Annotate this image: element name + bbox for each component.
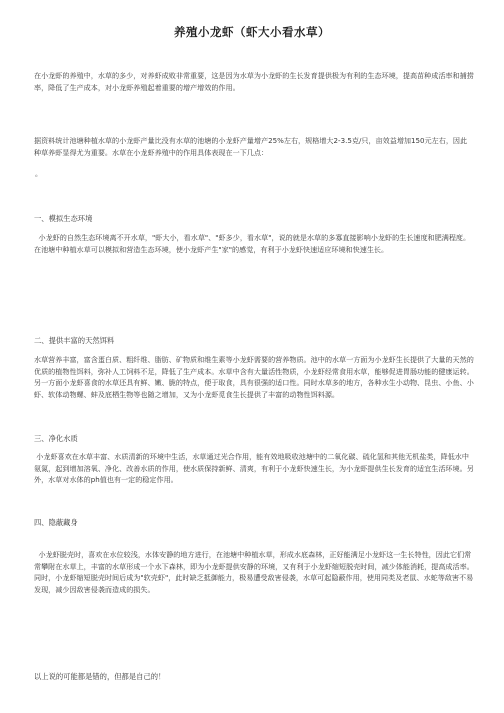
section-heading-1: 一、模拟生态环境 bbox=[34, 214, 93, 223]
footer-note: 以上说的可能都是错的，但都是自己的！ bbox=[34, 672, 166, 681]
section-body-2: 水草营养丰富，富含蛋白质、粗纤维、脂肪、矿物质和维生素等小龙虾需要的营养物质。池中的水草一方面为小龙虾生长提供了大量的天然的优质的植物性饵料，弥补人工饲料不足，降低了生产成本。水草中含有大量活性物质，小龙虾经常食用水草，能够促进胃肠功能的健康运转。另一方面小龙虾喜食的水草还具有鲜、嫩、脆的特点，便于取食，具有很强的适口性。同时水草多的地方，各种水生小动物、昆虫、小鱼、小虾、软体动物螺、蚌及底栖生物等也随之增加，又为小龙虾觅食生长提供了丰富的动物性饵料源。 bbox=[34, 355, 474, 399]
section-body-4: 小龙虾脱壳时，喜欢在水位较浅，水体安静的地方进行，在池塘中种植水草，形成水底森林，正好能满足小龙虾这一生长特性，因此它们常常攀附在水草上，丰富的水草形成一个水下森林，即为小龙虾提供安静的环境，又有利于小龙虾缩短脱壳时间，减少体能消耗，提高成活率。同时，小龙虾缩短脱壳时间后成为"软壳虾"，此时缺乏抵御能力，极易遭受敌害侵袭，水草可起隐蔽作用，使用同类及老鼠、水蛇等敌害不易发现，减少因敌害侵袭而造成的损失。 bbox=[34, 550, 474, 594]
bullet-mark: 。 bbox=[35, 170, 42, 178]
section-heading-3: 三、净化水质 bbox=[34, 434, 78, 443]
stats-paragraph: 据资料统计池塘种植水草的小龙虾产量比没有水草的池塘的小龙虾产量增产25%左右，规格增大2-3.5克/只，亩效益增加150元左右，因此种草养虾显得尤为重要。水草在小龙虾养殖中的作用具体表现在一下几点： bbox=[34, 136, 468, 157]
section-body-3: 小龙虾喜欢在水草丰富、水质清新的环境中生活，水草通过光合作用，能有效地吸收池塘中的二氧化碳、硫化氢和其他无机盐类，降低水中氨氮，起到增加溶氧、净化、改善水质的作用，使水质保持新鲜、清爽，有利于小龙虾快速生长，为小龙虾提供生长发育的适宜生活环境。另外，水草对水体的ph值也有一定的稳定作用。 bbox=[34, 452, 474, 485]
section-heading-4: 四、隐蔽藏身 bbox=[34, 518, 78, 527]
section-heading-2: 二、提供丰富的天然饵料 bbox=[34, 336, 115, 345]
section-body-1: 小龙虾的自然生态环境离不开水草，"虾大小，看水草"、"虾多少，看水草"，说的就是水草的多寡直接影响小龙虾的生长速度和肥满程度。在池塘中种植水草可以模拟和营造生态环境，使小龙虾产生"家"的感觉，有利于小龙虾快速适应环境和快速生长。 bbox=[34, 233, 471, 254]
intro-paragraph: 在小龙虾的养殖中，水草的多少，对养虾成败非常重要，这是因为水草为小龙虾的生长发育提供极为有利的生态环境，提高苗种成活率和捕捞率，降低了生产成本，对小龙虾养殖起着重要的增产增效的作用。 bbox=[34, 71, 474, 92]
document-title: 养殖小龙虾（虾大小看水草） bbox=[174, 25, 330, 39]
